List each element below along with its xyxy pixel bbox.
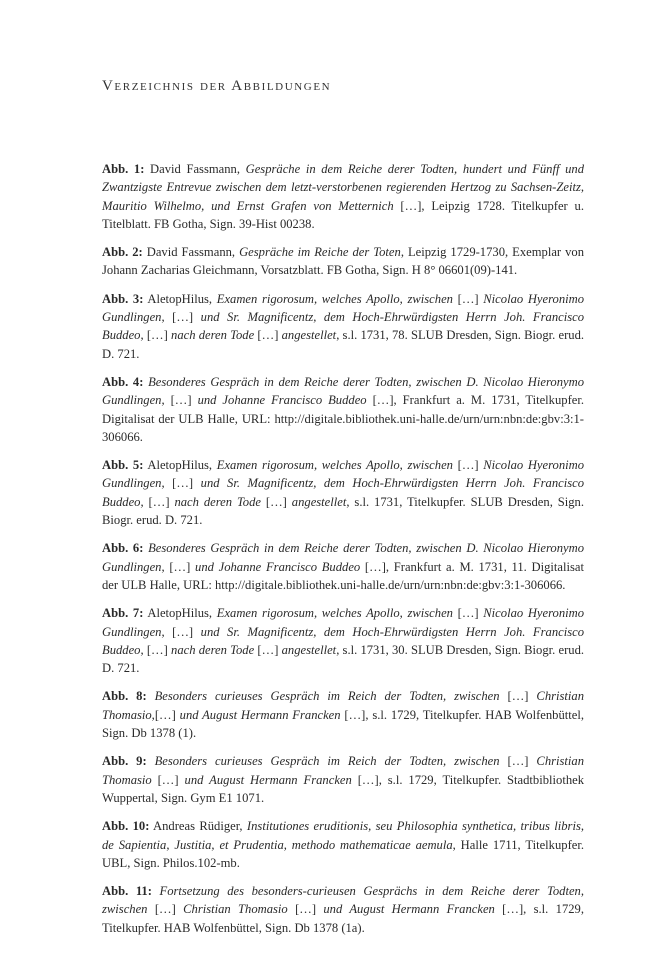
figure-number: Abb. 5: [102,458,144,473]
figure-title-italic: und Sr. Magnificentz, dem Hoch-Ehrwürdigsten Herrn Joh. Francisco Buddeo, [102,624,584,657]
figure-title-italic: Christian Thomasio [102,754,585,787]
figure-description-text: […] [452,606,484,621]
figure-title-italic: Besonderes Gespräch in dem Reiche derer Todten, zwischen D. Nicolao Hieronymo Gundlingen, [102,541,585,574]
figure-title-italic: und August Hermann Francken [184,772,352,787]
figure-description-text: […] [147,902,184,917]
figure-entry [102,687,584,742]
figure-description-text: […] [164,476,201,491]
figure-entry [102,456,584,529]
figure-number: Abb. 11: [102,884,152,899]
figure-description-text: […] [254,328,282,343]
figure-title-italic: und Johanne Francisco Buddeo [195,559,361,574]
figure-number: Abb. 6: [102,541,144,556]
figure-description-text: Andreas Rüdiger, [149,819,247,834]
figure-entry [102,604,584,677]
figure-description-text: […] [452,458,484,473]
figure-description-text: , s.l. 1731, 78. SLUB Dresden, Sign. Biogr. erud. D. 721. [102,328,585,361]
figure-title-italic: und Johanne Francisco Buddeo [197,393,367,408]
figure-number: Abb. 2: [102,245,143,260]
figure-description-text [147,689,155,703]
figure-list [102,160,584,947]
figure-title-italic: Besonders curieuses Gespräch im Reich der Todten, zwischen [154,754,500,769]
figure-title-italic: angestellet [281,328,337,343]
figure-description-text: […] [164,393,198,408]
figure-entry [102,243,584,280]
figure-description-text: […], s.l. 1729, Titelkupfer. Stadtbibliothek Wuppertal, Sign. Gym E1 1071. [102,772,584,805]
figure-entry [102,539,584,594]
figure-description-text: […] [287,902,324,917]
figure-description-text: […] [143,328,172,343]
figure-title-italic: Christian Thomasio, [102,689,585,722]
figure-entry [102,290,584,363]
figure-number: Abb. 10: [102,819,150,834]
figure-description-text: […], Leipzig 1728. Titelkupfer u. Titelblatt. FB Gotha, Sign. 39-Hist 00238. [102,198,584,231]
figure-title-italic: Besonders curieuses Gespräch im Reich der Todten, zwischen [154,689,500,704]
figure-title-italic: Fortsetzung des besonders-curieusen Gesprächs in dem Reiche derer Todten, zwischen [102,884,584,917]
figure-title-italic: Gespräche in dem Reiche derer Todten, hundert und Fünff und Zwantzigste Entrevue zwischen dem letzt-verstorbenen regierenden Hertzog zu Sachsen-Zeitz, Mauritio Wilhelmo, und Ernst Grafen von Metternich [102,162,585,213]
figure-title-italic: und August Hermann Francken [323,902,495,917]
figure-description-text [147,754,155,768]
figure-description-text: […], Frankfurt a. M. 1731, 11. Digitalisat der ULB Halle, URL: http://digitale.bibliothek.uni-halle.de/urn/urn:nbn:de:gbv:3:1-306066. [102,559,584,592]
figure-title-italic: Nicolao Hyeronimo Gundlingen, [102,606,585,639]
figure-number: Abb. 1: [102,162,145,176]
figure-title-italic: Nicolao Hyeronimo Gundlingen, [102,291,585,325]
figure-title-italic: Examen rigorosum, welches Apollo, zwischen [216,291,453,306]
figure-title-italic: Examen rigorosum, welches Apollo, zwischen [216,458,453,473]
figure-description-text: , s.l. 1731, 30. SLUB Dresden, Sign. Biogr. erud. D. 721. [102,642,585,676]
figure-description-text: […] [260,494,292,509]
figure-number: Abb. 8: [102,689,147,704]
figure-title-italic: Gespräche im Reiche der Toten [239,245,401,260]
figure-description-text: AletopHilus, [143,458,217,473]
figure-description-text: […] [452,291,484,306]
figure-title-italic: Examen rigorosum, welches Apollo, zwischen [216,606,453,621]
figure-entry [102,752,584,807]
figure-title-italic: und Sr. Magnificentz, dem Hoch-Ehrwürdigsten Herrn Joh. Francisco Buddeo, [102,310,584,343]
figure-description-text: AletopHilus, [143,291,217,306]
figure-description-text: […] [143,642,172,657]
figure-description-text: AletopHilus, [143,606,217,621]
figure-entry [102,817,584,872]
figure-description-text: , Leipzig 1729-1730, Exemplar von Johann Zacharias Gleichmann, Vorsatzblatt. FB Gotha, Sign. H 8° 06601(09)-141. [102,245,584,278]
figure-title-italic: und Sr. Magnificentz, dem Hoch-Ehrwürdigsten Herrn Joh. Francisco Buddeo, [102,476,584,509]
figure-description-text: […], s.l. 1729, Titelkupfer. HAB Wolfenbüttel, Sign. Db 1378 (1). [102,707,584,741]
figure-number: Abb. 3: [102,291,144,306]
figure-description-text: […], Frankfurt a. M. 1731, Titelkupfer. Digitalisat der ULB Halle, URL: http://digitale.bibliothek.uni-halle.de/urn/urn:nbn:de:gbv:3:1-306066. [102,393,584,444]
figure-number: Abb. 4: [102,374,144,389]
figure-description-text: , s.l. 1731, Titelkupfer. SLUB Dresden, Sign. Biogr. erud. D. 721. [102,494,584,528]
figure-description-text: […] [254,642,282,657]
figure-title-italic: nach deren Tode [174,494,261,509]
figure-description-text: […] [499,689,537,704]
figure-description-text: […] [151,772,185,787]
figure-title-italic: nach deren Tode [171,328,255,343]
figure-entry [102,160,584,233]
figure-description-text: […], s.l. 1729, Titelkupfer. HAB Wolfenbüttel, Sign. Db 1378 (1a). [102,902,584,935]
figure-title-italic: Institutiones eruditionis, seu Philosophia synthetica, tribus libris, de Sapientia, Justitia, et Prudentia, methodo mathematicae aemula [102,819,584,852]
figure-description-text: […] [499,754,537,769]
figure-title-italic: angestellet [291,494,347,509]
figure-entry [102,373,584,446]
figure-entry [102,882,584,937]
figure-title-italic: nach deren Tode [171,642,255,657]
figure-title-italic: angestellet [281,642,337,657]
figure-title-italic: Christian Thomasio [183,902,288,917]
figure-title-italic: Nicolao Hyeronimo Gundlingen, [102,458,585,491]
figure-description-text: […] [164,310,201,325]
figure-number: Abb. 9: [102,754,147,769]
figure-description-text: , Halle 1711, Titelkupfer. UBL, Sign. Philos.102-mb. [102,837,584,870]
page-title: Verzeichnis der Abbildungen [102,78,332,94]
figure-description-text [152,884,160,898]
figure-title-italic: Besonderes Gespräch in dem Reiche derer Todten, zwischen D. Nicolao Hieronymo Gundlingen, [102,374,585,408]
figure-description-text: […] [143,494,175,509]
figure-description-text: […] [154,707,180,722]
figure-description-text: […] [164,624,201,639]
figure-description-text: David Fassmann, [144,162,246,176]
figure-title-italic: und August Hermann Francken [179,707,341,722]
figure-description-text: David Fassmann, [142,245,240,260]
figure-description-text: […] [164,559,196,574]
figure-number: Abb. 7: [102,606,144,621]
